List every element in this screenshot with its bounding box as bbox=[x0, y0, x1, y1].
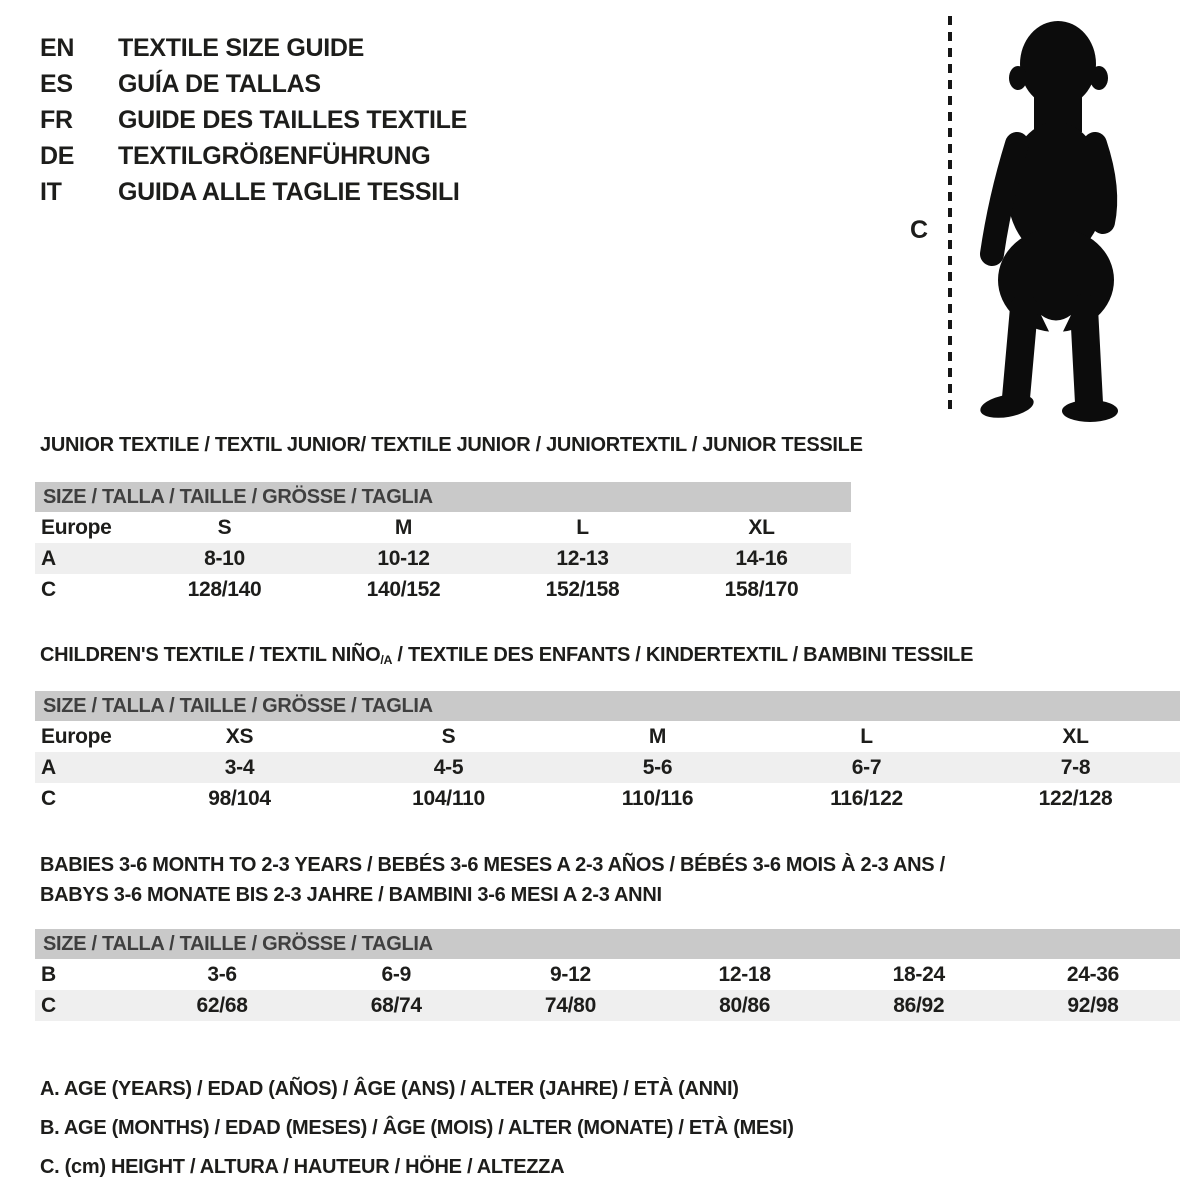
table-row bbox=[35, 574, 851, 605]
table-cell: XL bbox=[748, 515, 775, 539]
row-label: A bbox=[41, 546, 56, 570]
table-cell: 10-12 bbox=[377, 546, 430, 570]
table-cell: 9-12 bbox=[550, 962, 591, 986]
table-cell: L bbox=[576, 515, 589, 539]
junior-size-table bbox=[35, 482, 851, 605]
table-row bbox=[35, 783, 1180, 814]
table-cell: 12-18 bbox=[718, 962, 771, 986]
table-cell: 122/128 bbox=[1038, 786, 1113, 810]
table-cell: 18-24 bbox=[892, 962, 945, 986]
table-cell: 8-10 bbox=[204, 546, 245, 570]
table-cell: 12-13 bbox=[556, 546, 609, 570]
height-measure-label: C bbox=[910, 216, 928, 244]
row-label: Europe bbox=[41, 724, 112, 748]
babies-title-line1: BABIES 3-6 MONTH TO 2-3 YEARS / BEBÉS 3-6 MESES A 2-3 AÑOS / BÉBÉS 3-6 MOIS À 2-3 ANS / bbox=[40, 854, 945, 876]
guide-title: GUIDE DES TAILLES TEXTILE bbox=[118, 105, 468, 134]
table-cell: 86/92 bbox=[893, 993, 945, 1017]
row-label: C bbox=[41, 577, 56, 601]
language-title-list bbox=[40, 30, 467, 210]
table-cell: 62/68 bbox=[196, 993, 248, 1017]
table-cell: 140/152 bbox=[366, 577, 441, 601]
language-row-de bbox=[40, 138, 467, 174]
table-cell: 104/110 bbox=[412, 786, 485, 810]
section-title-junior: JUNIOR TEXTILE / TEXTIL JUNIOR/ TEXTILE JUNIOR / JUNIORTEXTIL / JUNIOR TESSILE bbox=[40, 434, 863, 456]
size-header-bar: SIZE / TALLA / TAILLE / GRÖSSE / TAGLIA bbox=[35, 929, 1180, 959]
table-cell: 7-8 bbox=[1060, 755, 1091, 779]
language-row-fr bbox=[40, 102, 467, 138]
size-header-bar: SIZE / TALLA / TAILLE / GRÖSSE / TAGLIA bbox=[35, 691, 1180, 721]
table-cell: 74/80 bbox=[544, 993, 596, 1017]
language-row-es bbox=[40, 66, 467, 102]
guide-title: TEXTILGRÖßENFÜHRUNG bbox=[118, 141, 431, 170]
table-cell: M bbox=[648, 724, 667, 748]
table-cell: 80/86 bbox=[719, 993, 771, 1017]
table-cell: S bbox=[217, 515, 232, 539]
table-cell: 5-6 bbox=[642, 755, 673, 779]
language-row-it bbox=[40, 174, 467, 210]
table-cell: 128/140 bbox=[187, 577, 262, 601]
table-cell: 98/104 bbox=[208, 786, 271, 810]
row-label: C bbox=[41, 786, 56, 810]
table-cell: S bbox=[441, 724, 456, 748]
babies-title-line2: BABYS 3-6 MONATE BIS 2-3 JAHRE / BAMBINI 3-6 MESI A 2-3 ANNI bbox=[40, 884, 662, 906]
table-cell: 24-36 bbox=[1066, 962, 1120, 986]
row-label: C bbox=[41, 993, 56, 1017]
table-cell: 3-6 bbox=[207, 962, 237, 986]
table-cell: 92/98 bbox=[1067, 993, 1119, 1017]
legend-line-b: B. AGE (MONTHS) / EDAD (MESES) / ÂGE (MOIS) / ALTER (MONATE) / ETÀ (MESI) bbox=[40, 1117, 794, 1139]
table-row bbox=[35, 543, 851, 574]
table-cell: 116/122 bbox=[830, 786, 903, 810]
language-row-en bbox=[40, 30, 467, 66]
language-code: IT bbox=[40, 177, 62, 206]
toddler-silhouette-icon bbox=[962, 12, 1140, 422]
language-code: FR bbox=[40, 105, 73, 134]
guide-title: GUIDA ALLE TAGLIE TESSILI bbox=[118, 177, 460, 206]
row-label: B bbox=[41, 962, 56, 986]
table-cell: 6-7 bbox=[851, 755, 882, 779]
table-cell: 14-16 bbox=[735, 546, 788, 570]
table-row bbox=[35, 512, 851, 543]
babies-size-table bbox=[35, 929, 1180, 1021]
table-row bbox=[35, 959, 1180, 990]
table-cell: 158/170 bbox=[724, 577, 799, 601]
language-code: ES bbox=[40, 69, 73, 98]
language-code: EN bbox=[40, 33, 75, 62]
row-label: Europe bbox=[41, 515, 112, 539]
table-cell: 68/74 bbox=[370, 993, 422, 1017]
guide-title: GUÍA DE TALLAS bbox=[118, 69, 321, 98]
table-cell: 152/158 bbox=[545, 577, 620, 601]
table-cell: L bbox=[860, 724, 873, 748]
table-cell: 110/116 bbox=[621, 786, 694, 810]
language-code: DE bbox=[40, 141, 75, 170]
legend-line-c: C. (cm) HEIGHT / ALTURA / HAUTEUR / HÖHE / ALTEZZA bbox=[40, 1156, 565, 1178]
table-row bbox=[35, 752, 1180, 783]
table-row bbox=[35, 990, 1180, 1021]
section-title-babies bbox=[40, 850, 945, 910]
children-size-table bbox=[35, 691, 1180, 814]
height-measure-dashed-line bbox=[948, 16, 952, 416]
legend-line-a: A. AGE (YEARS) / EDAD (AÑOS) / ÂGE (ANS) / ALTER (JAHRE) / ETÀ (ANNI) bbox=[40, 1078, 739, 1100]
row-label: A bbox=[41, 755, 56, 779]
legend bbox=[40, 1070, 794, 1187]
section-title-children: CHILDREN'S TEXTILE / TEXTIL $NIÑO_{/A}$ / TEXTILE DES ENFANTS / KINDERTEXTIL / BAMBINI TESSILE bbox=[40, 644, 974, 668]
table-cell: XS bbox=[225, 724, 254, 748]
size-header-bar: SIZE / TALLA / TAILLE / GRÖSSE / TAGLIA bbox=[35, 482, 851, 512]
table-cell: M bbox=[394, 515, 413, 539]
table-row bbox=[35, 721, 1180, 752]
table-cell: 4-5 bbox=[433, 755, 464, 779]
table-cell: 6-9 bbox=[381, 962, 411, 986]
table-cell: XL bbox=[1062, 724, 1089, 748]
table-cell: 3-4 bbox=[224, 755, 255, 779]
guide-title: TEXTILE SIZE GUIDE bbox=[118, 33, 365, 62]
